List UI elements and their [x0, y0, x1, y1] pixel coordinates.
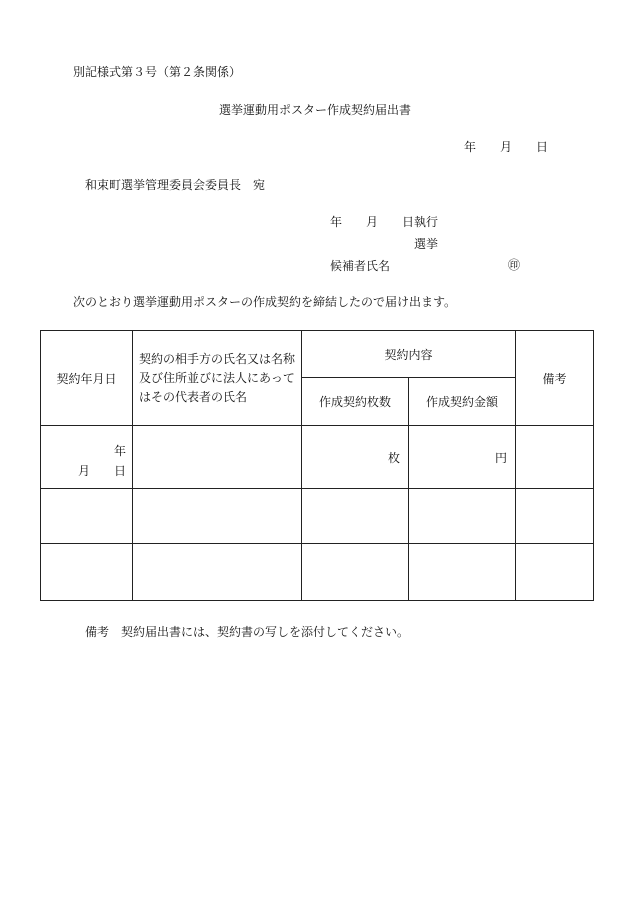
remarks-cell[interactable] [516, 544, 594, 601]
quantity-cell[interactable] [302, 489, 409, 544]
contract-table [40, 330, 594, 601]
seal-icon: ㊞ [507, 258, 520, 272]
contract-date-cell[interactable] [41, 489, 133, 544]
header-contract-contents: 契約内容 [302, 331, 516, 378]
submission-date-line: 年 月 日 [464, 140, 549, 154]
header-amount: 作成契約金額 [409, 378, 516, 426]
contract-party-cell[interactable] [133, 544, 302, 601]
year-label: 年 [113, 444, 126, 458]
month-day-label: 月 日 [77, 464, 126, 478]
quantity-cell[interactable] [302, 426, 409, 489]
addressee: 和束町選挙管理委員会委員長 宛 [85, 178, 266, 192]
amount-cell[interactable] [409, 426, 516, 489]
document-title: 選挙運動用ポスター作成契約届出書 [218, 103, 411, 117]
table-row [41, 544, 594, 601]
contract-party-cell[interactable] [133, 489, 302, 544]
header-quantity: 作成契約枚数 [302, 378, 409, 426]
footnote-remarks: 備考 契約届出書には、契約書の写しを添付してください。 [85, 625, 410, 639]
quantity-cell[interactable] [302, 544, 409, 601]
header-contract-date: 契約年月日 [41, 331, 133, 426]
remarks-cell[interactable] [516, 426, 594, 489]
amount-cell[interactable] [409, 489, 516, 544]
candidate-name-line [330, 260, 520, 272]
election-date-line: 年 月 日執行 [330, 215, 439, 229]
contract-party-cell[interactable] [133, 426, 302, 489]
amount-unit: 円 [495, 450, 508, 465]
contract-date-cell[interactable] [41, 426, 133, 489]
header-contract-party: 契約の相手方の氏名又は名称及び住所並びに法人にあってはその代表者の氏名 [133, 331, 302, 426]
election-name-label: 選挙 [414, 237, 439, 251]
table-row [41, 489, 594, 544]
remarks-cell[interactable] [516, 489, 594, 544]
quantity-unit: 枚 [387, 450, 400, 465]
amount-cell[interactable] [409, 544, 516, 601]
header-remarks: 備考 [516, 331, 594, 426]
form-number: 別記様式第３号（第２条関係） [73, 65, 242, 79]
intro-text: 次のとおり選挙運動用ポスターの作成契約を締結したので届け出ます。 [73, 295, 457, 309]
table-row [41, 426, 594, 489]
table-header-row [41, 331, 594, 378]
contract-date-cell[interactable] [41, 544, 133, 601]
candidate-name-label: 候補者氏名 [330, 259, 391, 273]
